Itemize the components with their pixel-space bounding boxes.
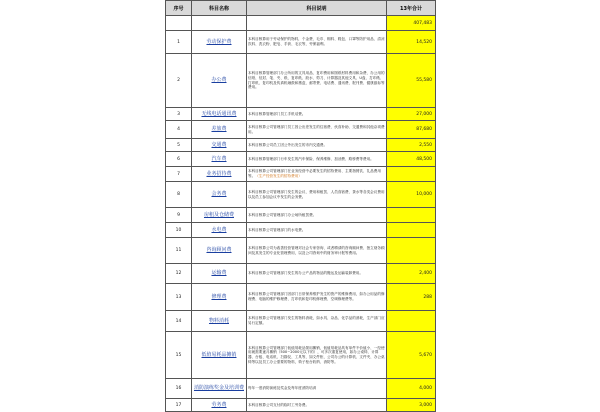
row-desc-text: 本科目核算公司管理部门在业务经营中必要发生的招待费用、主要指餐饮、礼品费用等。 bbox=[248, 169, 381, 178]
table-row bbox=[166, 121, 436, 139]
expense-sheet bbox=[165, 0, 435, 412]
row-name-link[interactable]: 汽车费 bbox=[192, 152, 247, 167]
header-desc: 科目说明 bbox=[247, 1, 387, 16]
row-name-link[interactable]: 运输费 bbox=[192, 264, 247, 284]
table-row bbox=[166, 108, 436, 121]
row-num: 17 bbox=[166, 399, 192, 412]
row-desc: 本科目核算公司支付的临时工劳务费。 bbox=[247, 399, 387, 412]
row-num: 1 bbox=[166, 31, 192, 54]
row-desc: 本科目核算公司管理部门的水电费。 bbox=[247, 223, 387, 238]
table-row bbox=[166, 311, 436, 332]
row-total: 288 bbox=[387, 284, 436, 311]
table-row bbox=[166, 208, 436, 223]
row-num: 8 bbox=[166, 182, 192, 208]
header-row bbox=[166, 1, 436, 16]
row-name-link[interactable]: 办公费 bbox=[192, 54, 247, 108]
row-desc: 本科目核算管理部门办公所用的文具用品、复印费用和图纸材料费用和杂费、办公用的信纸、信封、笔、夹、纸、复印纸、胶水、剪刀、计算器及其他文具、U盘、打印纸、打印机、复印机及传真机硒鼓和墨盒，邮寄费、电话费、通讯费、报刊费、健康鼠标等费用。 bbox=[247, 54, 387, 108]
row-total bbox=[387, 223, 436, 238]
row-total: 27,000 bbox=[387, 108, 436, 121]
row-num: 10 bbox=[166, 223, 192, 238]
row-total bbox=[387, 167, 436, 182]
table-row bbox=[166, 31, 436, 54]
expense-table bbox=[165, 0, 436, 412]
table-row bbox=[166, 238, 436, 264]
row-name-link[interactable]: 无线电话通讯费 bbox=[192, 108, 247, 121]
row-num: 9 bbox=[166, 208, 192, 223]
row-total: 87,680 bbox=[387, 121, 436, 139]
row-desc bbox=[247, 167, 387, 182]
row-name-link[interactable]: 房租及仓储费 bbox=[192, 208, 247, 223]
row-total: 14,520 bbox=[387, 31, 436, 54]
row-name-link[interactable]: 差旅费 bbox=[192, 121, 247, 139]
row-desc: 每年一度消防演练及奖金及每年度消防培训 bbox=[247, 379, 387, 399]
row-num: 14 bbox=[166, 311, 192, 332]
table-row bbox=[166, 54, 436, 108]
row-desc: 本科目核算公司为改善经营管理对社会专家咨询、或者聘请的咨询顾问费、独立财务顾问及其发生的专业化管理费用，以及公司咨询中的财务审计报等费用。 bbox=[247, 238, 387, 264]
row-desc: 本科目核算公司管理部门发生的会议、费用和租赁、人员食宿费、茶水等各类会议费用以及员工参加会议中发生的会务费。 bbox=[247, 182, 387, 208]
row-desc: 本科目核算公司管理部门发生的办公产品的物品的搬运及运输装卸费用。 bbox=[247, 264, 387, 284]
row-num: 7 bbox=[166, 167, 192, 182]
header-num: 序号 bbox=[166, 1, 192, 16]
table-row bbox=[166, 182, 436, 208]
row-desc: 本科目核算公司管理部门办公场所租赁费。 bbox=[247, 208, 387, 223]
row-total bbox=[387, 208, 436, 223]
row-desc-note: （生产经营发生的招待费用） bbox=[255, 174, 302, 178]
row-num: 16 bbox=[166, 379, 192, 399]
header-total: 13年合计 bbox=[387, 1, 436, 16]
row-name-link[interactable]: 低值易耗品摊销 bbox=[192, 332, 247, 379]
row-total bbox=[387, 238, 436, 264]
row-desc: 本科目核算公司管理部门因部门日常保养维护发生的资产的维修费用，如办公用品的修理费、电脑的维护修理费、打印机和复印机修理费、空调修理费等。 bbox=[247, 284, 387, 311]
row-num: 5 bbox=[166, 139, 192, 152]
row-total: 10,000 bbox=[387, 182, 436, 208]
row-name-link[interactable]: 修理费 bbox=[192, 284, 247, 311]
row-total: 5,670 bbox=[387, 332, 436, 379]
row-num: 15 bbox=[166, 332, 192, 379]
row-num: 13 bbox=[166, 284, 192, 311]
grand-total-row bbox=[166, 16, 436, 31]
grand-total-value: 407,483 bbox=[387, 16, 436, 31]
row-num: 6 bbox=[166, 152, 192, 167]
row-num: 11 bbox=[166, 238, 192, 264]
row-name-link[interactable]: 劳动保护费 bbox=[192, 31, 247, 54]
row-total: 2,400 bbox=[387, 264, 436, 284]
row-name-link[interactable]: 水电费 bbox=[192, 223, 247, 238]
row-total: 2,550 bbox=[387, 139, 436, 152]
row-name-link[interactable]: 业务招待费 bbox=[192, 167, 247, 182]
table-row bbox=[166, 284, 436, 311]
row-desc: 本科目核算公司管理部门员工因公出差发生的住宿费、伙食补助、交通费和其他杂项费用。 bbox=[247, 121, 387, 139]
table-row bbox=[166, 399, 436, 412]
table-row bbox=[166, 264, 436, 284]
row-name-link[interactable]: 咨询顾问费 bbox=[192, 238, 247, 264]
row-desc: 本科目核算公司管理部门低值易耗品领用摊销，低值易耗品具有单件不价值小、一经使用就需要逐月摊销（500~2000元以下的），可多次重复使用，如办公桌椅、计算器、台板、电话机、扫描仪、工具等，如文件柜、公司办公的计算机、文件夹、办公桌椅等以及员工办公需要的物料，椅子柜台收纳、消防等。 bbox=[247, 332, 387, 379]
row-total: 4,000 bbox=[387, 379, 436, 399]
table-row bbox=[166, 167, 436, 182]
row-name-link[interactable]: 劳务费 bbox=[192, 399, 247, 412]
row-num: 12 bbox=[166, 264, 192, 284]
row-name-link[interactable]: 物料消耗 bbox=[192, 311, 247, 332]
row-num: 3 bbox=[166, 108, 192, 121]
header-name: 科目名称 bbox=[192, 1, 247, 16]
row-desc: 本科目核算公司员工因公外出发生的市内交通费。 bbox=[247, 139, 387, 152]
table-row bbox=[166, 223, 436, 238]
row-desc: 本科目核算用于劳动保护的物料，个金费、毛巾、桐料、鞋包、口罩等防护用品、清凉饮料、洗衣粉、肥皂、手套、毛衣等，劳保福利。 bbox=[247, 31, 387, 54]
row-num: 2 bbox=[166, 54, 192, 108]
row-total: 48,500 bbox=[387, 152, 436, 167]
row-total: 3,000 bbox=[387, 399, 436, 412]
row-desc: 本科目核算公司管理部门发生的物料消耗，如水具、杂品、化学品的消耗，生产部门应另行定额。 bbox=[247, 311, 387, 332]
table-row bbox=[166, 139, 436, 152]
table-row bbox=[166, 152, 436, 167]
row-desc: 本科目核算管理部门行车发生的汽车保险、保养维修、加油费、路桥费等费用。 bbox=[247, 152, 387, 167]
row-name-link[interactable]: 消防演练奖金及培训费 bbox=[192, 379, 247, 399]
row-name-link[interactable]: 交通费 bbox=[192, 139, 247, 152]
table-row bbox=[166, 332, 436, 379]
row-total: 55,580 bbox=[387, 54, 436, 108]
row-desc: 本科目核算管理部门员工手机话费。 bbox=[247, 108, 387, 121]
row-num: 4 bbox=[166, 121, 192, 139]
row-total bbox=[387, 311, 436, 332]
row-name-link[interactable]: 会务费 bbox=[192, 182, 247, 208]
table-row bbox=[166, 379, 436, 399]
